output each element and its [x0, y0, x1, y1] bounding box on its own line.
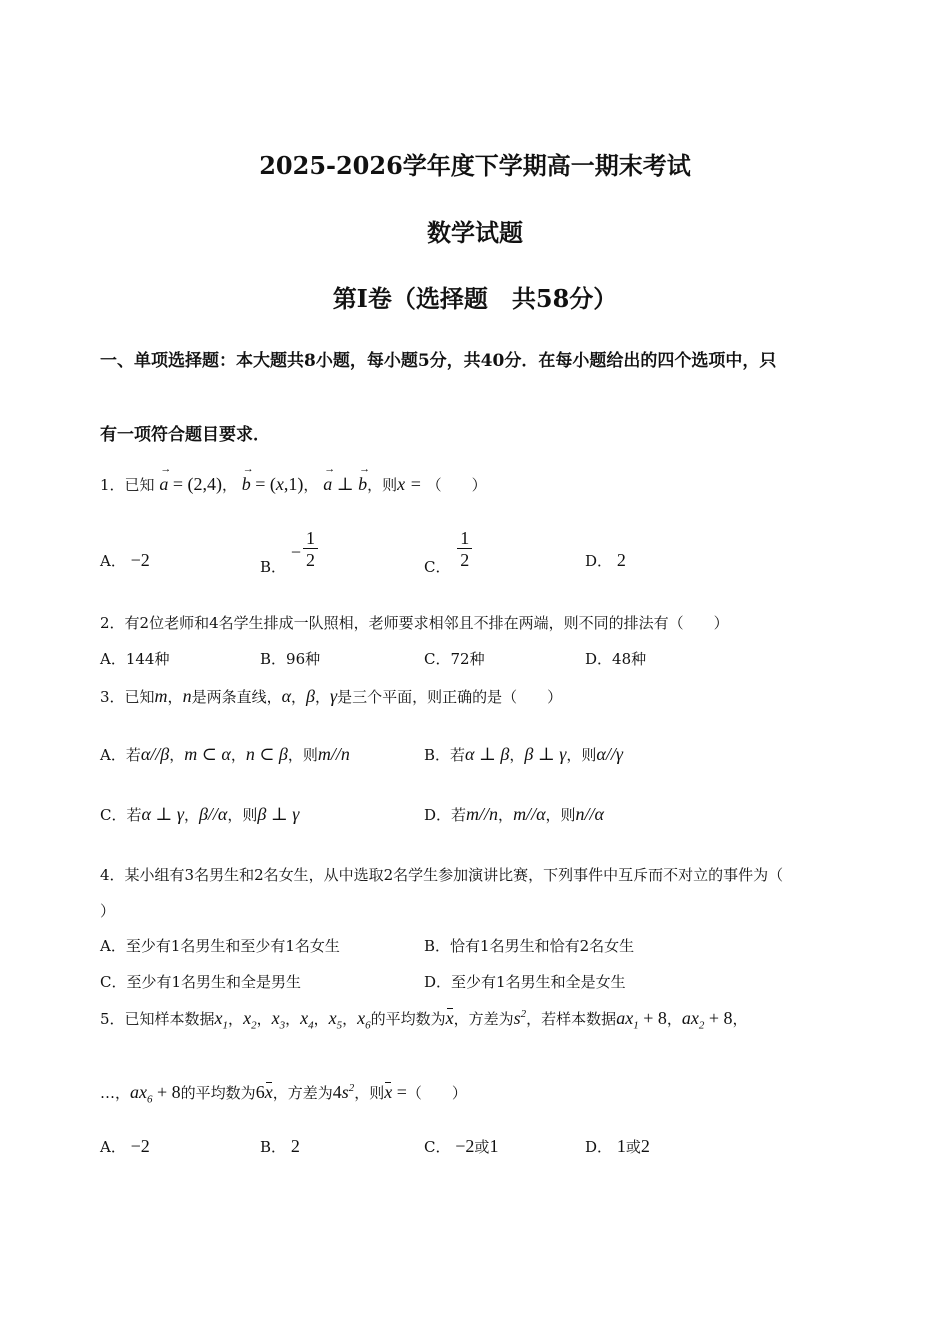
q4-option-d[interactable]: D．至少有1名男生和全是女生 [424, 973, 626, 991]
q2-option-b[interactable]: B．96种 [260, 650, 321, 668]
q5-option-a[interactable]: A． −2 [100, 1136, 150, 1156]
question-5-line2: …，$ax_6 + 8$的平均数为6x，方差为$4s^2$，则x =（ ） [100, 1082, 467, 1106]
q1-option-c[interactable]: C． $\frac{1}{2}$ [424, 528, 474, 571]
q1-option-d[interactable]: D． 2 [585, 550, 626, 570]
question-5-line1: 5．已知样本数据$x_1$，$x_2$，$x_3$，$x_4$，$x_5$，$x_6$的平均数为x，方差为$s^2$，若样本数据$ax_1 + 8$，$ax_2 + 8$， [100, 1008, 748, 1032]
question-4: 4．某小组有3名男生和2名女生，从中选取2名学生参加演讲比赛，下列事件中互斥而不对立的事件为（ [100, 866, 784, 884]
exam-subtitle: 数学试题 [427, 218, 523, 247]
q3-option-d[interactable]: D．若m//n，m//α，则n//α [424, 804, 604, 824]
vector-b-equation: → b = (x,1) [242, 474, 304, 494]
q5-option-c[interactable]: C． −2或1 [424, 1136, 499, 1156]
part-heading: 第Ⅰ卷（选择题 共58分） [332, 284, 618, 313]
sample-mean-symbol: x [445, 1008, 454, 1028]
q3-option-c[interactable]: C．若α ⊥ γ，β//α，则β ⊥ γ [100, 804, 300, 824]
q3-option-b[interactable]: B．若α ⊥ β，β ⊥ γ，则α//γ [424, 744, 623, 764]
q5-option-b[interactable]: B． 2 [260, 1136, 300, 1156]
q4-option-a[interactable]: A．至少有1名男生和至少有1名女生 [100, 937, 340, 955]
section-instruction-line2: 有一项符合题目要求． [100, 425, 270, 445]
q1-option-b[interactable]: B． − $\frac{1}{2}$ [260, 528, 320, 571]
q4-option-b[interactable]: B．恰有1名男生和恰有2名女生 [424, 937, 635, 955]
q1-option-a[interactable]: A． −2 [100, 550, 150, 570]
q2-option-d[interactable]: D．48种 [585, 650, 647, 668]
question-3: 3．已知m，n是两条直线，α，β，γ是三个平面，则正确的是（ ） [100, 686, 563, 706]
exam-title: 2025-2026学年度下学期高一期末考试 [259, 151, 691, 180]
q5-option-d[interactable]: D． 1或2 [585, 1136, 650, 1156]
question-2: 2．有2位老师和4名学生排成一队照相，老师要求相邻且不排在两端，则不同的排法有（ ） [100, 614, 729, 632]
q2-option-a[interactable]: A．144种 [100, 650, 170, 668]
question-4-cont: ） [100, 902, 116, 920]
section-instruction-line1: 一、单项选择题：本大题共8小题，每小题5分，共40分．在每小题给出的四个选项中，只 [100, 351, 777, 371]
perpendicular-condition: → a ⊥ → b [323, 474, 367, 494]
question-1: 1．已知 → a = (2,4)， → b = (x,1)， → a ⊥ → b，则x = （ ） [100, 474, 487, 495]
vector-a-equation: → a = (2,4) [159, 474, 222, 494]
q3-option-a[interactable]: A．若α//β，m ⊂ α，n ⊂ β，则m//n [100, 744, 350, 764]
q2-option-c[interactable]: C．72种 [424, 650, 485, 668]
q4-option-c[interactable]: C．至少有1名男生和全是男生 [100, 973, 302, 991]
